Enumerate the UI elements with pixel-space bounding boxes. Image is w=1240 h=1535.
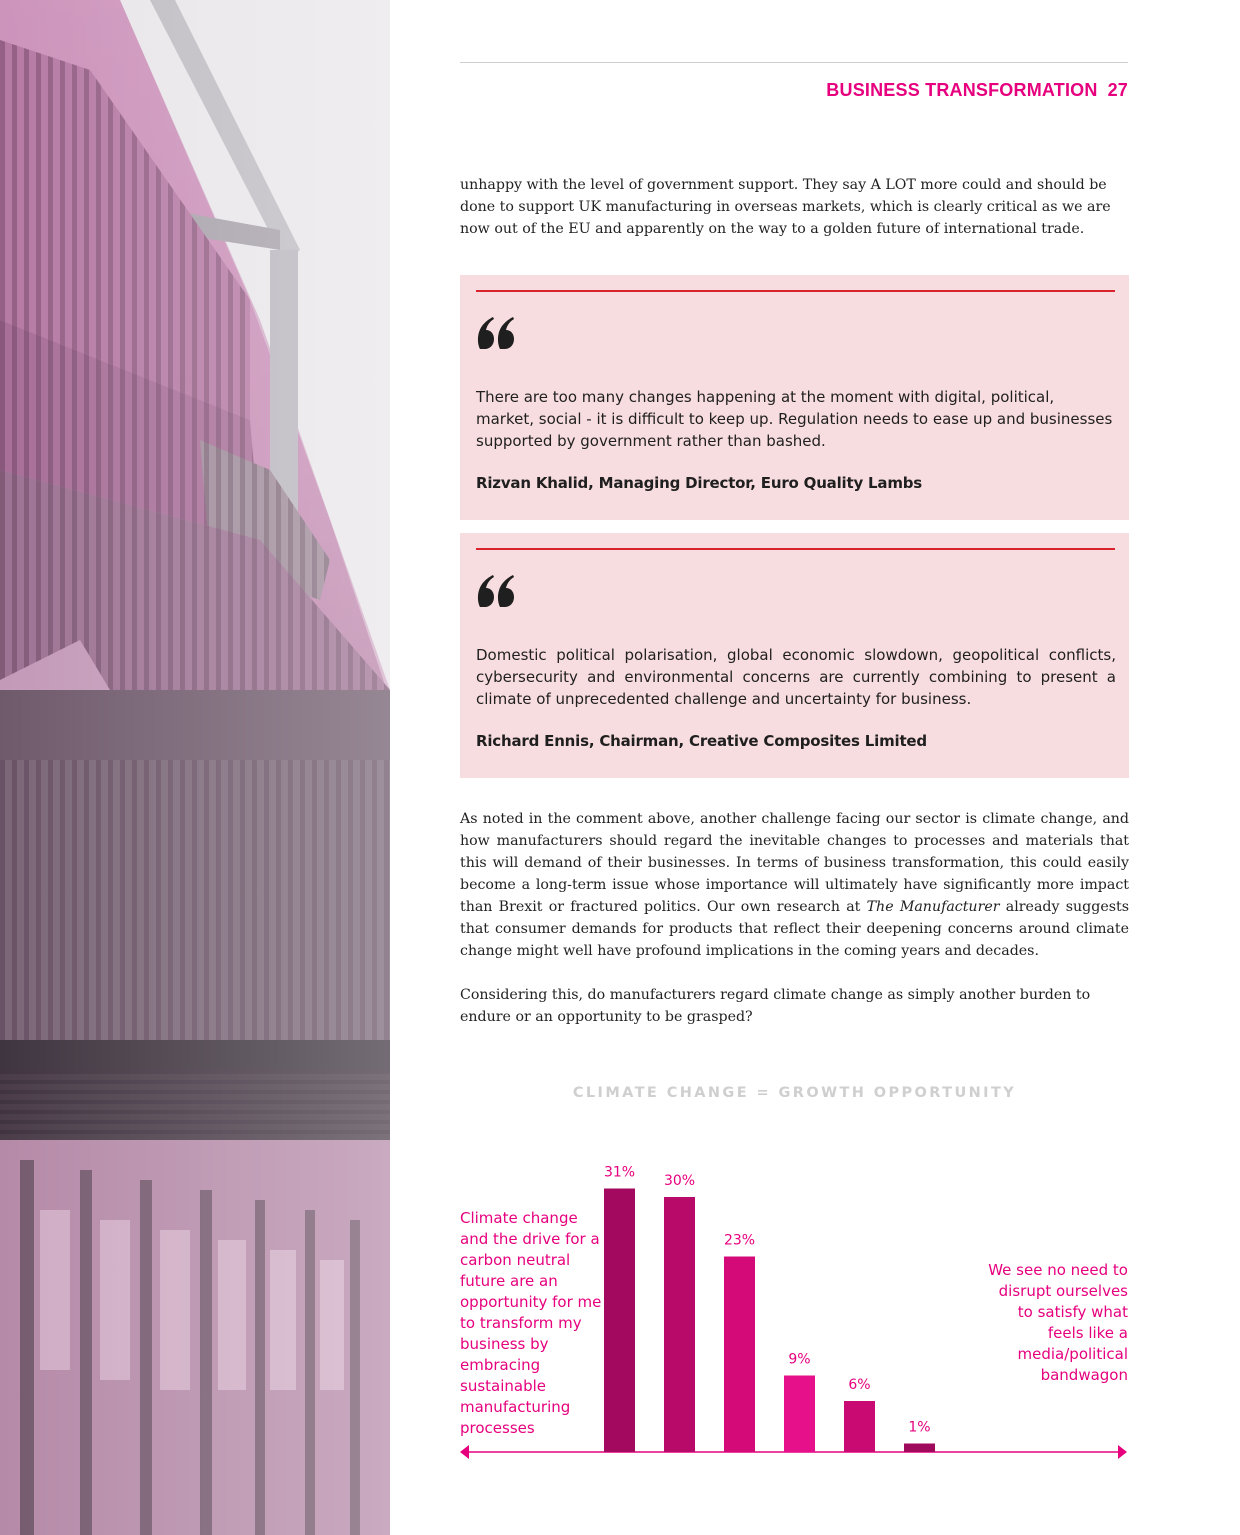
chart-bar <box>784 1376 815 1453</box>
chart-bar <box>724 1257 755 1453</box>
quote-text: There are too many changes happening at the moment with digital, political, market, social - it is difficult to keep up. Regulation needs to ease up and businesses supported by government rather than bashed. <box>476 388 1113 450</box>
axis-arrow-left-icon <box>460 1445 469 1459</box>
axis-arrow-right-icon <box>1118 1445 1127 1459</box>
chart-bar <box>604 1189 635 1453</box>
bar-value-label: 31% <box>603 1164 636 1181</box>
publication-name: The Manufacturer <box>866 899 1000 915</box>
body-text: As noted in the comment above, another challenge facing our sector is climate change, and how manufacturers should regard the inevitable changes to processes and materials that this will demand of their businesses. In terms of business transformation, this could easily become a long-term issue whose importance will ultimately have significantly more impact than Brexit or fractured politics. Our own research at <box>460 811 1129 915</box>
chart-left-label: Climate change and the drive for a carbon neutral future are an opportunity for me to transform my business by embracing sustainable manufacturing processes <box>460 1209 602 1437</box>
quote-attribution: Rizvan Khalid, Managing Director, Euro Quality Lambs <box>476 474 923 492</box>
bar-value-label: 23% <box>723 1232 756 1249</box>
section-title: BUSINESS TRANSFORMATION <box>826 80 1098 100</box>
bar-value-label: 30% <box>663 1173 696 1189</box>
quote-text: Domestic political polarisation, global economic slowdown, geopolitical conflicts, cybersecurity and environmental concerns are currently combining to present a climate of unprecedented challenge and uncertainty for business. <box>476 646 1116 708</box>
body-paragraph-2: Considering this, do manufacturers regard climate change as simply another burden to endure or an opportunity to be grasped? <box>460 987 1091 1025</box>
chart-bar <box>844 1401 875 1452</box>
chart-bar <box>664 1197 695 1452</box>
body-text: already suggests that consumer demands for products that reflect their deepening concerns around climate change might well have profound implications in the coming years and decades. <box>460 899 1129 959</box>
quote-attribution: Richard Ennis, Chairman, Creative Composites Limited <box>476 732 927 750</box>
bar-value-label: 6% <box>848 1377 871 1393</box>
bar-value-label: 9% <box>788 1351 811 1368</box>
chart-bar <box>904 1444 935 1453</box>
page-number: 27 <box>1107 80 1128 100</box>
bar-value-label: 1% <box>908 1419 931 1436</box>
chart-right-label: We see no need to disrupt ourselves to satisfy what feels like a media/political bandwagon <box>988 1261 1128 1384</box>
intro-paragraph: unhappy with the level of government support. They say A LOT more could and should be done to support UK manufacturing in overseas markets, which is clearly critical as we are now out of the EU and apparently on the way to a golden future of international trade. <box>460 177 1111 237</box>
chart-title: CLIMATE CHANGE = GROWTH OPPORTUNITY <box>572 1085 1017 1101</box>
